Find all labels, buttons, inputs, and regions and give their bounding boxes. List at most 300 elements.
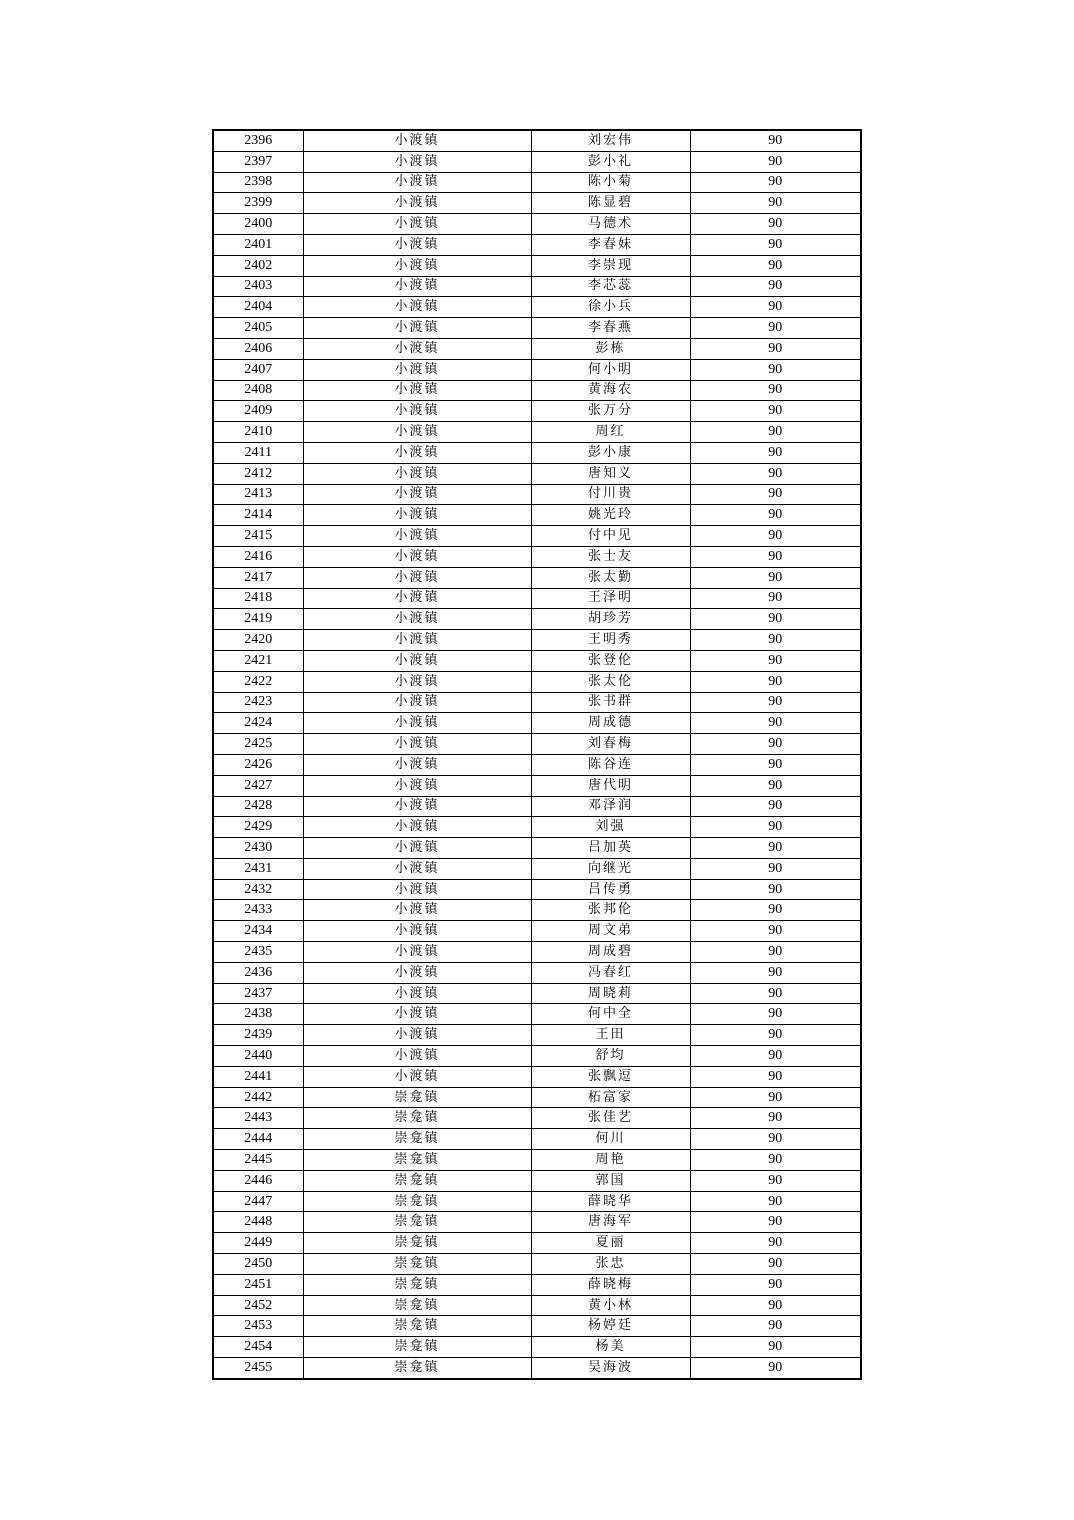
amount-cell: 90 xyxy=(690,442,861,463)
table-row xyxy=(213,193,861,214)
amount-cell: 90 xyxy=(690,255,861,276)
town-cell: 崇龛镇 xyxy=(303,1087,531,1108)
name-cell: 张飘逗 xyxy=(531,1066,690,1087)
amount-cell: 90 xyxy=(690,1108,861,1129)
town-cell: 小渡镇 xyxy=(303,879,531,900)
town-cell: 小渡镇 xyxy=(303,484,531,505)
table-row xyxy=(213,1254,861,1275)
row-number-cell: 2452 xyxy=(213,1295,303,1316)
name-cell: 王田 xyxy=(531,1025,690,1046)
table-row xyxy=(213,505,861,526)
row-number-cell: 2439 xyxy=(213,1025,303,1046)
amount-cell: 90 xyxy=(690,962,861,983)
name-cell: 张书群 xyxy=(531,692,690,713)
town-cell: 小渡镇 xyxy=(303,650,531,671)
row-number-cell: 2449 xyxy=(213,1233,303,1254)
town-cell: 小渡镇 xyxy=(303,692,531,713)
row-number-cell: 2397 xyxy=(213,151,303,172)
town-cell: 小渡镇 xyxy=(303,380,531,401)
amount-cell: 90 xyxy=(690,1046,861,1067)
town-cell: 小渡镇 xyxy=(303,962,531,983)
name-cell: 徐小兵 xyxy=(531,297,690,318)
table-row xyxy=(213,1150,861,1171)
table-row xyxy=(213,318,861,339)
town-cell: 小渡镇 xyxy=(303,546,531,567)
town-cell: 小渡镇 xyxy=(303,567,531,588)
amount-cell: 90 xyxy=(690,650,861,671)
town-cell: 小渡镇 xyxy=(303,193,531,214)
table-row xyxy=(213,1087,861,1108)
row-number-cell: 2445 xyxy=(213,1150,303,1171)
table-row xyxy=(213,1316,861,1337)
name-cell: 向继光 xyxy=(531,858,690,879)
amount-cell: 90 xyxy=(690,151,861,172)
row-number-cell: 2429 xyxy=(213,817,303,838)
amount-cell: 90 xyxy=(690,1233,861,1254)
table-row xyxy=(213,214,861,235)
amount-cell: 90 xyxy=(690,1316,861,1337)
row-number-cell: 2430 xyxy=(213,838,303,859)
amount-cell: 90 xyxy=(690,546,861,567)
name-cell: 夏丽 xyxy=(531,1233,690,1254)
table-row xyxy=(213,796,861,817)
row-number-cell: 2415 xyxy=(213,526,303,547)
table-row xyxy=(213,463,861,484)
town-cell: 小渡镇 xyxy=(303,318,531,339)
name-cell: 刘春梅 xyxy=(531,734,690,755)
town-cell: 小渡镇 xyxy=(303,796,531,817)
amount-cell: 90 xyxy=(690,817,861,838)
amount-cell: 90 xyxy=(690,276,861,297)
table-row xyxy=(213,775,861,796)
table-row xyxy=(213,650,861,671)
table-row xyxy=(213,151,861,172)
row-number-cell: 2413 xyxy=(213,484,303,505)
town-cell: 小渡镇 xyxy=(303,151,531,172)
name-cell: 周文弟 xyxy=(531,921,690,942)
town-cell: 小渡镇 xyxy=(303,505,531,526)
row-number-cell: 2447 xyxy=(213,1191,303,1212)
row-number-cell: 2436 xyxy=(213,962,303,983)
table-row xyxy=(213,1170,861,1191)
town-cell: 崇龛镇 xyxy=(303,1170,531,1191)
amount-cell: 90 xyxy=(690,484,861,505)
town-cell: 小渡镇 xyxy=(303,463,531,484)
row-number-cell: 2418 xyxy=(213,588,303,609)
row-number-cell: 2442 xyxy=(213,1087,303,1108)
name-cell: 张登伦 xyxy=(531,650,690,671)
amount-cell: 90 xyxy=(690,1025,861,1046)
name-cell: 何中全 xyxy=(531,1004,690,1025)
name-cell: 柘富家 xyxy=(531,1087,690,1108)
name-cell: 吴海波 xyxy=(531,1358,690,1379)
row-number-cell: 2420 xyxy=(213,630,303,651)
name-cell: 张忠 xyxy=(531,1254,690,1275)
town-cell: 崇龛镇 xyxy=(303,1150,531,1171)
town-cell: 小渡镇 xyxy=(303,214,531,235)
town-cell: 崇龛镇 xyxy=(303,1129,531,1150)
table-row xyxy=(213,130,861,151)
table-row xyxy=(213,1358,861,1379)
row-number-cell: 2406 xyxy=(213,338,303,359)
amount-cell: 90 xyxy=(690,1337,861,1358)
roster-table-body xyxy=(213,130,861,1379)
table-row xyxy=(213,255,861,276)
amount-cell: 90 xyxy=(690,900,861,921)
town-cell: 崇龛镇 xyxy=(303,1108,531,1129)
amount-cell: 90 xyxy=(690,172,861,193)
amount-cell: 90 xyxy=(690,130,861,151)
name-cell: 吕加英 xyxy=(531,838,690,859)
table-row xyxy=(213,838,861,859)
table-row xyxy=(213,1108,861,1129)
name-cell: 姚光玲 xyxy=(531,505,690,526)
table-row xyxy=(213,546,861,567)
table-row xyxy=(213,962,861,983)
amount-cell: 90 xyxy=(690,1254,861,1275)
table-row xyxy=(213,276,861,297)
table-row xyxy=(213,942,861,963)
row-number-cell: 2441 xyxy=(213,1066,303,1087)
table-row xyxy=(213,1025,861,1046)
amount-cell: 90 xyxy=(690,983,861,1004)
row-number-cell: 2411 xyxy=(213,442,303,463)
table-row xyxy=(213,1046,861,1067)
amount-cell: 90 xyxy=(690,1004,861,1025)
amount-cell: 90 xyxy=(690,734,861,755)
row-number-cell: 2410 xyxy=(213,422,303,443)
table-row xyxy=(213,1191,861,1212)
town-cell: 崇龛镇 xyxy=(303,1316,531,1337)
name-cell: 周成碧 xyxy=(531,942,690,963)
table-row xyxy=(213,526,861,547)
amount-cell: 90 xyxy=(690,1358,861,1379)
name-cell: 王泽明 xyxy=(531,588,690,609)
name-cell: 杨美 xyxy=(531,1337,690,1358)
town-cell: 小渡镇 xyxy=(303,255,531,276)
town-cell: 小渡镇 xyxy=(303,588,531,609)
name-cell: 唐知义 xyxy=(531,463,690,484)
town-cell: 小渡镇 xyxy=(303,630,531,651)
row-number-cell: 2407 xyxy=(213,359,303,380)
row-number-cell: 2427 xyxy=(213,775,303,796)
town-cell: 崇龛镇 xyxy=(303,1254,531,1275)
amount-cell: 90 xyxy=(690,505,861,526)
table-row xyxy=(213,1129,861,1150)
amount-cell: 90 xyxy=(690,338,861,359)
table-row xyxy=(213,1066,861,1087)
row-number-cell: 2438 xyxy=(213,1004,303,1025)
table-row xyxy=(213,234,861,255)
amount-cell: 90 xyxy=(690,858,861,879)
town-cell: 崇龛镇 xyxy=(303,1274,531,1295)
table-row xyxy=(213,1004,861,1025)
town-cell: 小渡镇 xyxy=(303,401,531,422)
town-cell: 小渡镇 xyxy=(303,838,531,859)
row-number-cell: 2424 xyxy=(213,713,303,734)
name-cell: 李春燕 xyxy=(531,318,690,339)
name-cell: 周艳 xyxy=(531,1150,690,1171)
town-cell: 小渡镇 xyxy=(303,1025,531,1046)
town-cell: 小渡镇 xyxy=(303,359,531,380)
amount-cell: 90 xyxy=(690,1212,861,1233)
name-cell: 彭小礼 xyxy=(531,151,690,172)
table-row xyxy=(213,588,861,609)
name-cell: 周红 xyxy=(531,422,690,443)
table-row xyxy=(213,1337,861,1358)
table-row xyxy=(213,817,861,838)
town-cell: 崇龛镇 xyxy=(303,1295,531,1316)
name-cell: 刘宏伟 xyxy=(531,130,690,151)
row-number-cell: 2434 xyxy=(213,921,303,942)
row-number-cell: 2416 xyxy=(213,546,303,567)
amount-cell: 90 xyxy=(690,526,861,547)
town-cell: 小渡镇 xyxy=(303,921,531,942)
name-cell: 何小明 xyxy=(531,359,690,380)
row-number-cell: 2443 xyxy=(213,1108,303,1129)
name-cell: 薛晓梅 xyxy=(531,1274,690,1295)
name-cell: 唐代明 xyxy=(531,775,690,796)
name-cell: 黄小林 xyxy=(531,1295,690,1316)
town-cell: 崇龛镇 xyxy=(303,1233,531,1254)
name-cell: 刘强 xyxy=(531,817,690,838)
name-cell: 舒均 xyxy=(531,1046,690,1067)
town-cell: 小渡镇 xyxy=(303,983,531,1004)
row-number-cell: 2400 xyxy=(213,214,303,235)
row-number-cell: 2425 xyxy=(213,734,303,755)
amount-cell: 90 xyxy=(690,380,861,401)
amount-cell: 90 xyxy=(690,838,861,859)
amount-cell: 90 xyxy=(690,1066,861,1087)
row-number-cell: 2433 xyxy=(213,900,303,921)
amount-cell: 90 xyxy=(690,1274,861,1295)
amount-cell: 90 xyxy=(690,1129,861,1150)
row-number-cell: 2431 xyxy=(213,858,303,879)
town-cell: 小渡镇 xyxy=(303,234,531,255)
row-number-cell: 2426 xyxy=(213,754,303,775)
town-cell: 小渡镇 xyxy=(303,817,531,838)
table-row xyxy=(213,630,861,651)
row-number-cell: 2398 xyxy=(213,172,303,193)
row-number-cell: 2455 xyxy=(213,1358,303,1379)
amount-cell: 90 xyxy=(690,234,861,255)
town-cell: 小渡镇 xyxy=(303,526,531,547)
amount-cell: 90 xyxy=(690,754,861,775)
row-number-cell: 2453 xyxy=(213,1316,303,1337)
amount-cell: 90 xyxy=(690,359,861,380)
row-number-cell: 2414 xyxy=(213,505,303,526)
town-cell: 小渡镇 xyxy=(303,942,531,963)
town-cell: 小渡镇 xyxy=(303,858,531,879)
row-number-cell: 2419 xyxy=(213,609,303,630)
name-cell: 唐海军 xyxy=(531,1212,690,1233)
table-row xyxy=(213,858,861,879)
row-number-cell: 2409 xyxy=(213,401,303,422)
amount-cell: 90 xyxy=(690,1191,861,1212)
name-cell: 陈谷连 xyxy=(531,754,690,775)
amount-cell: 90 xyxy=(690,775,861,796)
table-row xyxy=(213,401,861,422)
amount-cell: 90 xyxy=(690,463,861,484)
name-cell: 张佳艺 xyxy=(531,1108,690,1129)
table-row xyxy=(213,422,861,443)
amount-cell: 90 xyxy=(690,193,861,214)
table-row xyxy=(213,671,861,692)
table-row xyxy=(213,1274,861,1295)
amount-cell: 90 xyxy=(690,297,861,318)
row-number-cell: 2444 xyxy=(213,1129,303,1150)
table-row xyxy=(213,1233,861,1254)
table-row xyxy=(213,734,861,755)
row-number-cell: 2399 xyxy=(213,193,303,214)
amount-cell: 90 xyxy=(690,713,861,734)
row-number-cell: 2417 xyxy=(213,567,303,588)
table-row xyxy=(213,692,861,713)
name-cell: 付川贵 xyxy=(531,484,690,505)
row-number-cell: 2451 xyxy=(213,1274,303,1295)
name-cell: 张万分 xyxy=(531,401,690,422)
table-row xyxy=(213,297,861,318)
row-number-cell: 2408 xyxy=(213,380,303,401)
amount-cell: 90 xyxy=(690,1087,861,1108)
town-cell: 崇龛镇 xyxy=(303,1358,531,1379)
town-cell: 小渡镇 xyxy=(303,754,531,775)
name-cell: 邓泽润 xyxy=(531,796,690,817)
name-cell: 彭小康 xyxy=(531,442,690,463)
row-number-cell: 2437 xyxy=(213,983,303,1004)
table-row xyxy=(213,713,861,734)
table-row xyxy=(213,359,861,380)
amount-cell: 90 xyxy=(690,1295,861,1316)
row-number-cell: 2446 xyxy=(213,1170,303,1191)
table-row xyxy=(213,754,861,775)
town-cell: 崇龛镇 xyxy=(303,1337,531,1358)
row-number-cell: 2402 xyxy=(213,255,303,276)
row-number-cell: 2421 xyxy=(213,650,303,671)
amount-cell: 90 xyxy=(690,588,861,609)
town-cell: 小渡镇 xyxy=(303,734,531,755)
table-row xyxy=(213,921,861,942)
table-row xyxy=(213,983,861,1004)
name-cell: 郭国 xyxy=(531,1170,690,1191)
amount-cell: 90 xyxy=(690,609,861,630)
name-cell: 何川 xyxy=(531,1129,690,1150)
row-number-cell: 2454 xyxy=(213,1337,303,1358)
table-row xyxy=(213,338,861,359)
row-number-cell: 2422 xyxy=(213,671,303,692)
amount-cell: 90 xyxy=(690,318,861,339)
row-number-cell: 2412 xyxy=(213,463,303,484)
name-cell: 吕传勇 xyxy=(531,879,690,900)
name-cell: 李崇现 xyxy=(531,255,690,276)
town-cell: 小渡镇 xyxy=(303,775,531,796)
name-cell: 张太伦 xyxy=(531,671,690,692)
amount-cell: 90 xyxy=(690,401,861,422)
row-number-cell: 2423 xyxy=(213,692,303,713)
row-number-cell: 2448 xyxy=(213,1212,303,1233)
table-row xyxy=(213,484,861,505)
table-row xyxy=(213,380,861,401)
name-cell: 张士友 xyxy=(531,546,690,567)
town-cell: 小渡镇 xyxy=(303,338,531,359)
name-cell: 周晓莉 xyxy=(531,983,690,1004)
town-cell: 小渡镇 xyxy=(303,297,531,318)
name-cell: 李芯蕊 xyxy=(531,276,690,297)
town-cell: 小渡镇 xyxy=(303,422,531,443)
amount-cell: 90 xyxy=(690,692,861,713)
amount-cell: 90 xyxy=(690,879,861,900)
town-cell: 崇龛镇 xyxy=(303,1191,531,1212)
table-row xyxy=(213,879,861,900)
name-cell: 周成德 xyxy=(531,713,690,734)
town-cell: 小渡镇 xyxy=(303,609,531,630)
table-row xyxy=(213,1212,861,1233)
row-number-cell: 2432 xyxy=(213,879,303,900)
table-row xyxy=(213,900,861,921)
roster-table xyxy=(212,129,862,1380)
amount-cell: 90 xyxy=(690,796,861,817)
amount-cell: 90 xyxy=(690,671,861,692)
town-cell: 小渡镇 xyxy=(303,276,531,297)
row-number-cell: 2450 xyxy=(213,1254,303,1275)
town-cell: 小渡镇 xyxy=(303,172,531,193)
name-cell: 陈显碧 xyxy=(531,193,690,214)
name-cell: 彭栋 xyxy=(531,338,690,359)
name-cell: 马德术 xyxy=(531,214,690,235)
amount-cell: 90 xyxy=(690,942,861,963)
row-number-cell: 2405 xyxy=(213,318,303,339)
amount-cell: 90 xyxy=(690,1150,861,1171)
town-cell: 小渡镇 xyxy=(303,1066,531,1087)
table-row xyxy=(213,609,861,630)
row-number-cell: 2435 xyxy=(213,942,303,963)
row-number-cell: 2403 xyxy=(213,276,303,297)
table-row xyxy=(213,1295,861,1316)
town-cell: 小渡镇 xyxy=(303,130,531,151)
town-cell: 小渡镇 xyxy=(303,713,531,734)
town-cell: 小渡镇 xyxy=(303,900,531,921)
name-cell: 胡珍芳 xyxy=(531,609,690,630)
row-number-cell: 2404 xyxy=(213,297,303,318)
town-cell: 小渡镇 xyxy=(303,1004,531,1025)
table-row xyxy=(213,442,861,463)
amount-cell: 90 xyxy=(690,422,861,443)
town-cell: 小渡镇 xyxy=(303,1046,531,1067)
name-cell: 李春妹 xyxy=(531,234,690,255)
row-number-cell: 2440 xyxy=(213,1046,303,1067)
name-cell: 黄海农 xyxy=(531,380,690,401)
amount-cell: 90 xyxy=(690,214,861,235)
town-cell: 小渡镇 xyxy=(303,442,531,463)
amount-cell: 90 xyxy=(690,921,861,942)
table-row xyxy=(213,172,861,193)
name-cell: 张太勤 xyxy=(531,567,690,588)
amount-cell: 90 xyxy=(690,1170,861,1191)
town-cell: 小渡镇 xyxy=(303,671,531,692)
name-cell: 张邦伦 xyxy=(531,900,690,921)
row-number-cell: 2428 xyxy=(213,796,303,817)
row-number-cell: 2396 xyxy=(213,130,303,151)
name-cell: 付中见 xyxy=(531,526,690,547)
name-cell: 冯春红 xyxy=(531,962,690,983)
name-cell: 薛晓华 xyxy=(531,1191,690,1212)
amount-cell: 90 xyxy=(690,567,861,588)
name-cell: 王明秀 xyxy=(531,630,690,651)
row-number-cell: 2401 xyxy=(213,234,303,255)
table-row xyxy=(213,567,861,588)
town-cell: 崇龛镇 xyxy=(303,1212,531,1233)
name-cell: 杨婷廷 xyxy=(531,1316,690,1337)
